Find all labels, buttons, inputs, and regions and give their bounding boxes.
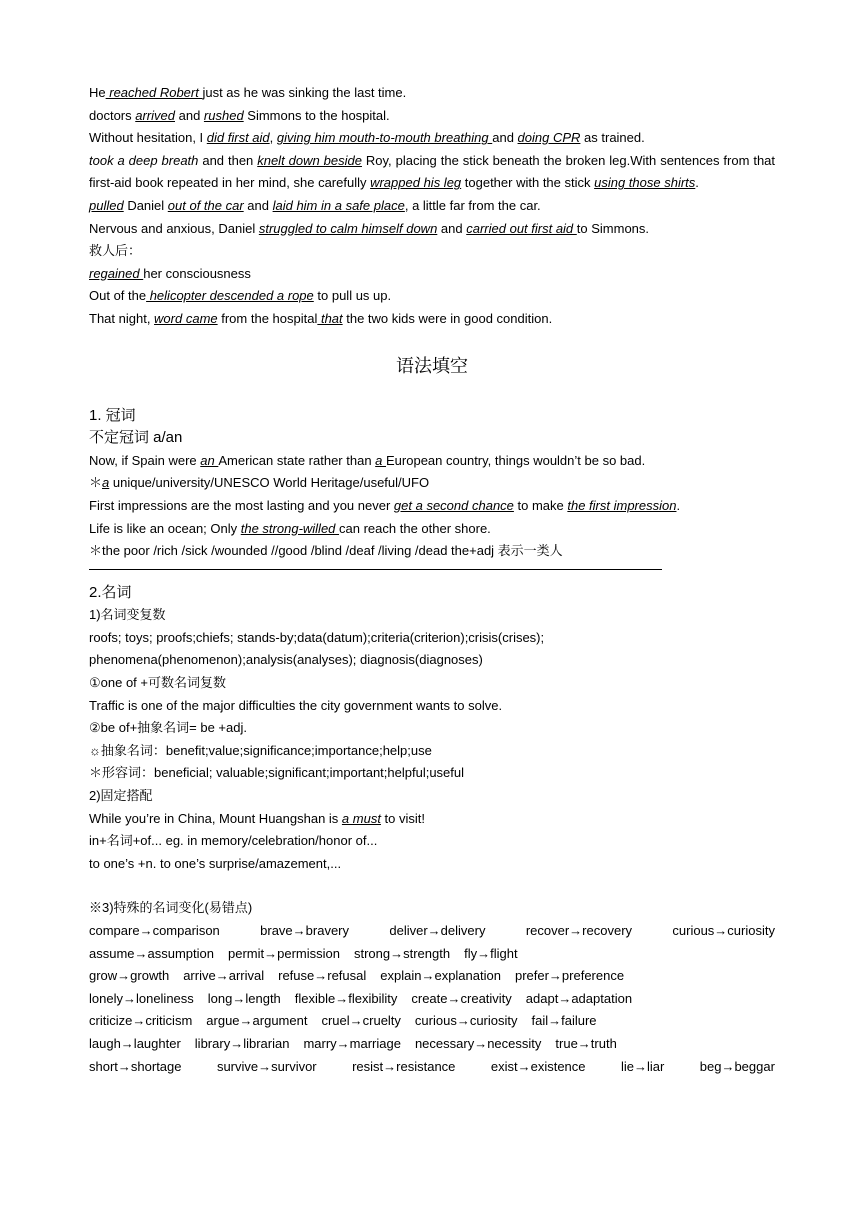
text-line: [89, 627, 775, 650]
underlined-phrase: out of the car: [167, 197, 244, 213]
text-run: Now, if Spain were: [89, 452, 201, 468]
word-pair: grow→growth: [89, 968, 170, 984]
word-pair: argue→argument: [206, 1013, 308, 1029]
word-pair: flexible→flexibility: [294, 990, 398, 1006]
word-pair: true→truth: [555, 1035, 617, 1051]
text-line: [89, 808, 775, 831]
word-pair: strong→strength: [353, 945, 451, 961]
text-line: [89, 649, 775, 672]
text-line: [89, 717, 775, 740]
word-pair: explain→explanation: [380, 968, 501, 984]
text-run: ＊形容词：beneficial; valuable;significant;important;helpful;useful: [89, 765, 465, 781]
word-pair: short→shortage: [89, 1058, 182, 1074]
text-run: Without hesitation, I: [89, 130, 207, 146]
text-line: [89, 472, 775, 495]
text-run: First impressions are the most lasting and you never: [89, 497, 394, 513]
underlined-phrase: word came: [154, 310, 218, 326]
word-row: [89, 965, 775, 988]
text-run: unique/university/UNESCO World Heritage/useful/UFO: [109, 475, 430, 491]
text-run: ②be of+抽象名词= be +adj.: [89, 720, 247, 736]
word-pair: compare→comparison: [89, 923, 220, 938]
section-nouns-heading: 2.名词: [89, 583, 132, 601]
underlined-phrase: get a second chance: [393, 497, 514, 513]
word-transformation-list: [89, 920, 775, 1078]
text-run: ,: [269, 130, 277, 146]
document-page: [89, 82, 775, 1078]
rescue-sentences: [89, 82, 775, 150]
text-run: and: [492, 130, 518, 146]
underlined-phrase: using those shirts: [594, 175, 696, 191]
text-line: [89, 240, 775, 263]
text-line: [89, 105, 775, 128]
text-run: ＊: [89, 475, 103, 491]
text-run: doctors: [89, 107, 136, 123]
text-run: Simmons to the hospital.: [243, 107, 390, 123]
word-row: [89, 1033, 775, 1056]
text-run: to one’s +n. to one’s surprise/amazement,...: [89, 855, 342, 871]
text-run: While you’re in China, Mount Huangshan is: [89, 810, 342, 826]
text-run: Life is like an ocean; Only: [89, 520, 241, 536]
underlined-phrase: did first aid: [206, 130, 270, 146]
underlined-phrase: an: [200, 452, 219, 468]
text-run: and then: [198, 152, 258, 168]
text-run: , a little far from the car.: [404, 197, 541, 213]
underlined-phrase: arrived: [135, 107, 175, 123]
word-pair: fly→flight: [464, 945, 518, 961]
article-examples: [89, 450, 775, 563]
underlined-phrase: a: [375, 452, 387, 468]
word-pair: adapt→adaptation: [525, 990, 633, 1006]
word-pair: refuse→refusal: [278, 968, 367, 984]
word-pair: cruel→cruelty: [321, 1013, 401, 1029]
text-run: Roy, placing the stick beneath the broken leg.With sentences from that first-aid book repeated in her mind, she carefully: [89, 152, 776, 191]
word-row: [89, 1056, 775, 1079]
text-line: [89, 285, 775, 308]
text-line: [89, 695, 775, 718]
underlined-phrase: a must: [341, 810, 381, 826]
text-run: the two kids were in good condition.: [342, 310, 553, 326]
underlined-phrase: the strong-willed: [240, 520, 340, 536]
section-articles-heading: 1. 冠词: [89, 406, 136, 424]
underlined-phrase: laid him in a safe place: [272, 197, 405, 213]
text-run: can reach the other shore.: [339, 520, 491, 536]
text-line: [89, 308, 775, 331]
text-run: He: [89, 85, 106, 100]
word-row: [89, 920, 775, 943]
word-pair: laugh→laughter: [89, 1035, 181, 1051]
italic-phrase: took a deep breath: [89, 152, 199, 168]
rescue-paragraph: [89, 150, 775, 195]
underlined-phrase: helicopter descended a rope: [146, 288, 314, 304]
text-line: [89, 740, 775, 763]
text-run: to make: [513, 497, 568, 513]
word-row: [89, 988, 775, 1011]
word-pair: necessary→necessity: [414, 1035, 542, 1051]
text-run: and: [437, 220, 467, 236]
word-pair: curious→curiosity: [672, 923, 775, 938]
word-pair: create→creativity: [411, 990, 512, 1006]
text-run: to visit!: [380, 810, 426, 826]
text-run: ＊the poor /rich /sick /wounded //good /blind /deaf /living /dead the+adj 表示一类人: [89, 543, 563, 559]
text-run: together with the stick: [461, 175, 595, 191]
rescue-sentences-2: [89, 195, 775, 331]
word-pair: exist→existence: [490, 1058, 586, 1074]
text-run: American state rather than: [218, 452, 376, 468]
text-line: [89, 762, 775, 785]
text-run: and: [243, 197, 273, 213]
text-run: Daniel: [123, 197, 168, 213]
word-pair: permit→permission: [228, 945, 340, 961]
text-run: from the hospital: [217, 310, 318, 326]
text-run: roofs; toys; proofs;chiefs; stands-by;data(datum);criteria(criterion);crisis(crises);: [89, 629, 545, 645]
text-line: [89, 604, 775, 627]
text-run: in+名词+of... eg. in memory/celebration/honor of...: [89, 833, 378, 849]
text-line: [89, 263, 775, 286]
underlined-phrase: regained: [89, 265, 144, 281]
underlined-phrase: a: [102, 475, 110, 491]
text-run: 救人后：: [89, 243, 142, 259]
word-row: [89, 943, 775, 966]
underlined-phrase: that: [317, 310, 343, 326]
text-line: [89, 195, 775, 218]
word-pair: long→length: [207, 990, 281, 1006]
text-run: Nervous and anxious, Daniel: [89, 220, 259, 236]
word-pair: recover→recovery: [525, 923, 633, 938]
underlined-phrase: rushed: [203, 107, 244, 123]
word-pair: curious→curiosity: [414, 1013, 518, 1029]
word-pair: brave→bravery: [260, 923, 350, 938]
text-run: ①one of +可数名词复数: [89, 675, 227, 691]
text-run: just as he was sinking the last time.: [202, 85, 407, 100]
text-line: [89, 495, 775, 518]
divider: [89, 569, 662, 570]
text-run: phenomena(phenomenon);analysis(analyses); diagnosis(diagnoses): [89, 652, 483, 668]
word-pair: arrive→arrival: [183, 968, 265, 984]
text-run: her consciousness: [143, 265, 251, 281]
text-line: [89, 853, 775, 876]
word-pair: lie→liar: [620, 1058, 665, 1074]
underlined-phrase: carried out first aid: [466, 220, 577, 236]
noun-notes: [89, 604, 775, 875]
word-pair: resist→resistance: [352, 1058, 456, 1074]
underlined-phrase: wrapped his leg: [370, 175, 462, 191]
underlined-phrase: pulled: [89, 197, 124, 213]
text-line: [89, 540, 775, 563]
text-run: as trained.: [580, 130, 645, 146]
text-run: and: [175, 107, 204, 123]
word-pair: beg→beggar: [699, 1058, 775, 1074]
word-pair: assume→assumption: [89, 945, 214, 961]
word-pair: survive→survivor: [216, 1058, 317, 1074]
underlined-phrase: knelt down beside: [257, 152, 362, 168]
word-pair: library→librarian: [194, 1035, 290, 1051]
text-run: .: [676, 497, 681, 513]
text-run: 2)固定搭配: [89, 788, 153, 804]
text-run: Traffic is one of the major difficulties the city government wants to solve.: [89, 697, 503, 713]
word-pair: deliver→delivery: [389, 923, 486, 938]
word-pair: lonely→loneliness: [89, 990, 194, 1006]
word-pair: fail→failure: [531, 1013, 597, 1029]
text-run: European country, things wouldn’t be so bad.: [386, 452, 646, 468]
text-run: .: [695, 175, 699, 191]
text-run: ☼抽象名词：benefit;value;significance;importance;help;use: [89, 742, 432, 758]
text-run: Out of the: [89, 288, 147, 304]
text-line: [89, 82, 775, 105]
special-noun-heading: ※3)特殊的名词变化(易错点): [89, 900, 253, 916]
underlined-phrase: the first impression: [567, 497, 677, 513]
text-line: [89, 127, 775, 150]
word-pair: prefer→preference: [514, 968, 625, 984]
text-line: [89, 785, 775, 808]
text-run: to Simmons.: [576, 220, 650, 236]
text-run: That night,: [89, 310, 155, 326]
text-run: 1)名词变复数: [89, 607, 166, 623]
text-line: [89, 830, 775, 853]
word-pair: marry→marriage: [303, 1035, 401, 1051]
underlined-phrase: reached Robert: [105, 85, 203, 100]
text-line: [89, 218, 775, 241]
text-line: [89, 518, 775, 541]
word-pair: criticize→criticism: [89, 1013, 193, 1029]
text-line: [89, 672, 775, 695]
word-row: [89, 1010, 775, 1033]
indefinite-article-subheading: 不定冠词 a/an: [89, 429, 183, 447]
underlined-phrase: struggled to calm himself down: [258, 220, 438, 236]
underlined-phrase: doing CPR: [517, 130, 581, 146]
text-run: to pull us up.: [313, 288, 392, 304]
page-title: 语法填空: [396, 355, 468, 377]
underlined-phrase: giving him mouth-to-mouth breathing: [276, 130, 493, 146]
text-line: [89, 450, 775, 473]
